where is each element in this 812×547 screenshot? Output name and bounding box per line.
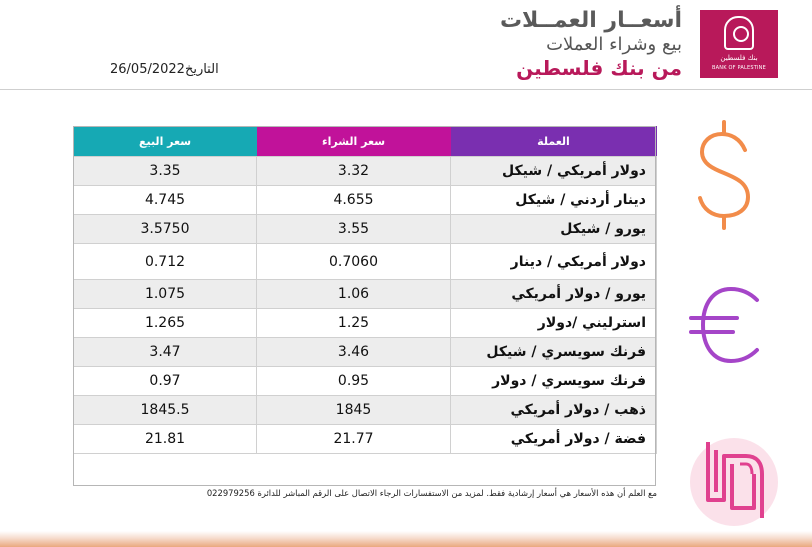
buy-price: 1.25 bbox=[257, 309, 451, 338]
bank-logo bbox=[700, 10, 778, 78]
sell-price: 0.712 bbox=[74, 244, 257, 280]
bottom-decorative-bar bbox=[0, 531, 812, 547]
sell-price: 4.745 bbox=[74, 186, 257, 215]
euro-sign-icon bbox=[685, 280, 775, 374]
currency-pair: دولار أمريكي / دينار bbox=[451, 244, 657, 280]
logo-name-ar: بنك فلسطين bbox=[720, 54, 758, 62]
table-row bbox=[74, 396, 657, 425]
sell-price: 3.47 bbox=[74, 338, 257, 367]
table-row bbox=[74, 244, 657, 280]
currency-pair: يورو / شيكل bbox=[451, 215, 657, 244]
currency-pair: فرنك سويسري / دولار bbox=[451, 367, 657, 396]
buy-price: 3.46 bbox=[257, 338, 451, 367]
sell-price: 1.075 bbox=[74, 280, 257, 309]
footnote: مع العلم أن هذه الأسعار هي أسعار إرشادية فقط. لمزيد من الاستفسارات الرجاء الاتصال على الرقم المباشر للدائرة 022979256 bbox=[206, 488, 657, 498]
rates-table bbox=[73, 126, 657, 454]
currency-pair: استرليني /دولار bbox=[451, 309, 657, 338]
table-row bbox=[74, 338, 657, 367]
buy-price: 1.06 bbox=[257, 280, 451, 309]
table-row bbox=[74, 367, 657, 396]
buy-price-header: سعر الشراء bbox=[257, 126, 451, 157]
sell-price: 3.5750 bbox=[74, 215, 257, 244]
sell-price: 3.35 bbox=[74, 157, 257, 186]
table-row bbox=[74, 215, 657, 244]
currency-pair: ذهب / دولار أمريكي bbox=[451, 396, 657, 425]
buy-price: 4.655 bbox=[257, 186, 451, 215]
header-divider bbox=[0, 89, 812, 90]
page-subtitle: بيع وشراء العملات bbox=[546, 34, 682, 55]
table-header-row bbox=[74, 126, 657, 157]
buy-price: 0.95 bbox=[257, 367, 451, 396]
dollar-sign-icon bbox=[690, 120, 760, 247]
buy-price: 3.32 bbox=[257, 157, 451, 186]
currency-pair: يورو / دولار أمريكي bbox=[451, 280, 657, 309]
sell-price-header: سعر البيع bbox=[74, 126, 257, 157]
bank-emblem-icon bbox=[724, 16, 754, 50]
sell-price: 1845.5 bbox=[74, 396, 257, 425]
table-row bbox=[74, 186, 657, 215]
sell-price: 0.97 bbox=[74, 367, 257, 396]
logo-name-en: BANK OF PALESTINE bbox=[712, 65, 766, 71]
page-title: أسعــار العمــلات bbox=[499, 8, 682, 33]
page-title-block bbox=[500, 8, 682, 80]
currency-pair: دينار أردني / شيكل bbox=[451, 186, 657, 215]
currency-pair: دولار أمريكي / شيكل bbox=[451, 157, 657, 186]
buy-price: 3.55 bbox=[257, 215, 451, 244]
shekel-sign-icon bbox=[688, 430, 783, 534]
table-row bbox=[74, 157, 657, 186]
currency-header: العملة bbox=[451, 126, 657, 157]
buy-price: 21.77 bbox=[257, 425, 451, 454]
date-label: التاريخ26/05/2022 bbox=[110, 62, 219, 77]
table-row bbox=[74, 425, 657, 454]
currency-pair: فضة / دولار أمريكي bbox=[451, 425, 657, 454]
buy-price: 1845 bbox=[257, 396, 451, 425]
currency-pair: فرنك سويسري / شيكل bbox=[451, 338, 657, 367]
sell-price: 1.265 bbox=[74, 309, 257, 338]
sell-price: 21.81 bbox=[74, 425, 257, 454]
table-row bbox=[74, 280, 657, 309]
buy-price: 0.7060 bbox=[257, 244, 451, 280]
bank-tagline: من بنك فلسطين bbox=[516, 56, 682, 80]
table-row bbox=[74, 309, 657, 338]
